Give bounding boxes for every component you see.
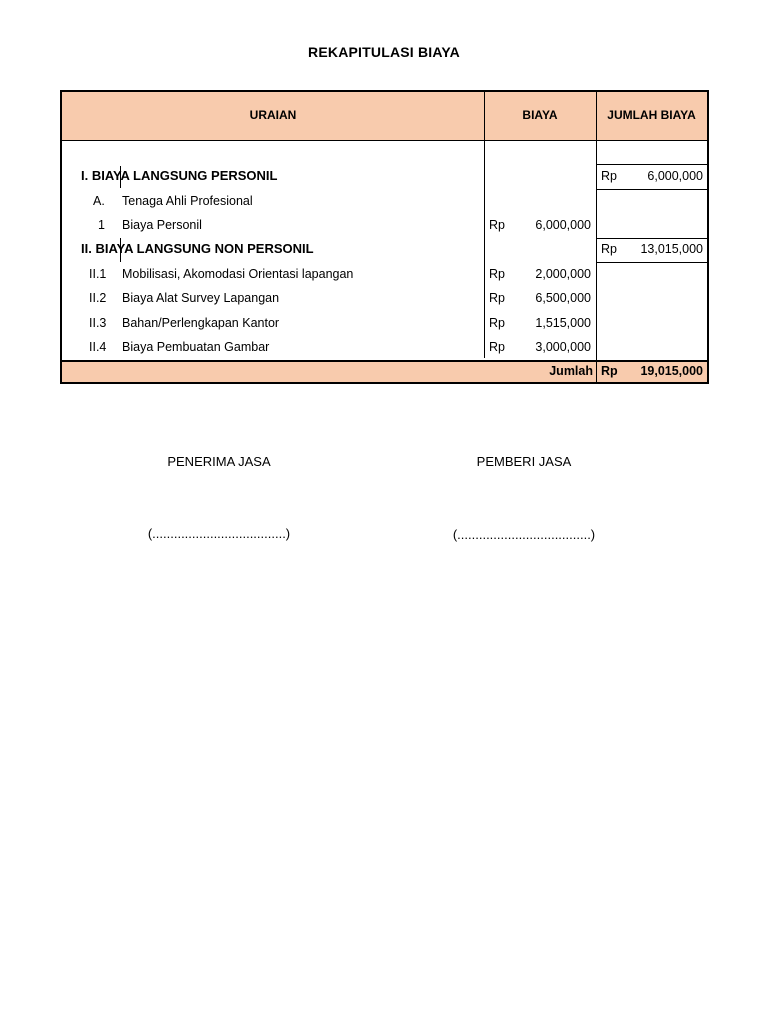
header-biaya: BIAYA — [522, 108, 558, 122]
item-currency: Rp — [489, 218, 505, 232]
item-number: II.1 — [89, 267, 107, 281]
item-description: Biaya Alat Survey Lapangan — [122, 291, 280, 305]
row-border — [596, 164, 707, 165]
column-divider-biaya — [484, 92, 485, 358]
item-currency: Rp — [489, 340, 505, 354]
item-value: 1,515,000 — [535, 316, 591, 330]
item-value: 3,000,000 — [535, 340, 591, 354]
total-value: 19,015,000 — [640, 364, 703, 378]
item-number: II.4 — [89, 340, 107, 354]
item-number: II.2 — [89, 291, 107, 305]
section-total-currency: Rp — [601, 169, 617, 183]
item-description: Biaya Pembuatan Gambar — [122, 340, 270, 354]
total-label: Jumlah — [549, 364, 593, 378]
item-description: Tenaga Ahli Profesional — [122, 194, 253, 208]
row-border — [596, 262, 707, 263]
signature-label-pemberi: PEMBERI JASA — [476, 454, 572, 469]
item-number: 1 — [98, 218, 105, 232]
item-description: Biaya Personil — [122, 218, 202, 232]
column-divider-total — [596, 360, 597, 382]
item-currency: Rp — [489, 291, 505, 305]
page-title: REKAPITULASI BIAYA — [308, 44, 460, 60]
item-description: Mobilisasi, Akomodasi Orientasi lapangan — [122, 267, 354, 281]
item-value: 2,000,000 — [535, 267, 591, 281]
section-total-value: 6,000,000 — [647, 169, 703, 183]
item-currency: Rp — [489, 316, 505, 330]
item-currency: Rp — [489, 267, 505, 281]
header-uraian: URAIAN — [249, 108, 297, 122]
item-value: 6,500,000 — [535, 291, 591, 305]
row-border — [596, 189, 707, 190]
header-jumlah-biaya: JUMLAH BIAYA — [607, 108, 696, 122]
item-description: Bahan/Perlengkapan Kantor — [122, 316, 280, 330]
item-number: A. — [93, 194, 105, 208]
total-currency: Rp — [601, 364, 618, 378]
column-divider-jumlah — [596, 92, 597, 382]
section-total-currency: Rp — [601, 242, 617, 256]
signature-label-penerima: PENERIMA JASA — [167, 454, 271, 469]
item-number: II.3 — [89, 316, 107, 330]
row-border — [596, 238, 707, 239]
cost-summary-table — [60, 90, 709, 384]
section-title-personil: I. BIAYA LANGSUNG PERSONIL — [81, 168, 278, 183]
signature-line-penerima: (.....................................) — [147, 526, 291, 541]
item-value: 6,000,000 — [535, 218, 591, 232]
signature-line-pemberi: (.....................................) — [452, 527, 596, 542]
section-total-value: 13,015,000 — [640, 242, 703, 256]
section-title-non-personil: II. BIAYA LANGSUNG NON PERSONIL — [81, 241, 314, 256]
